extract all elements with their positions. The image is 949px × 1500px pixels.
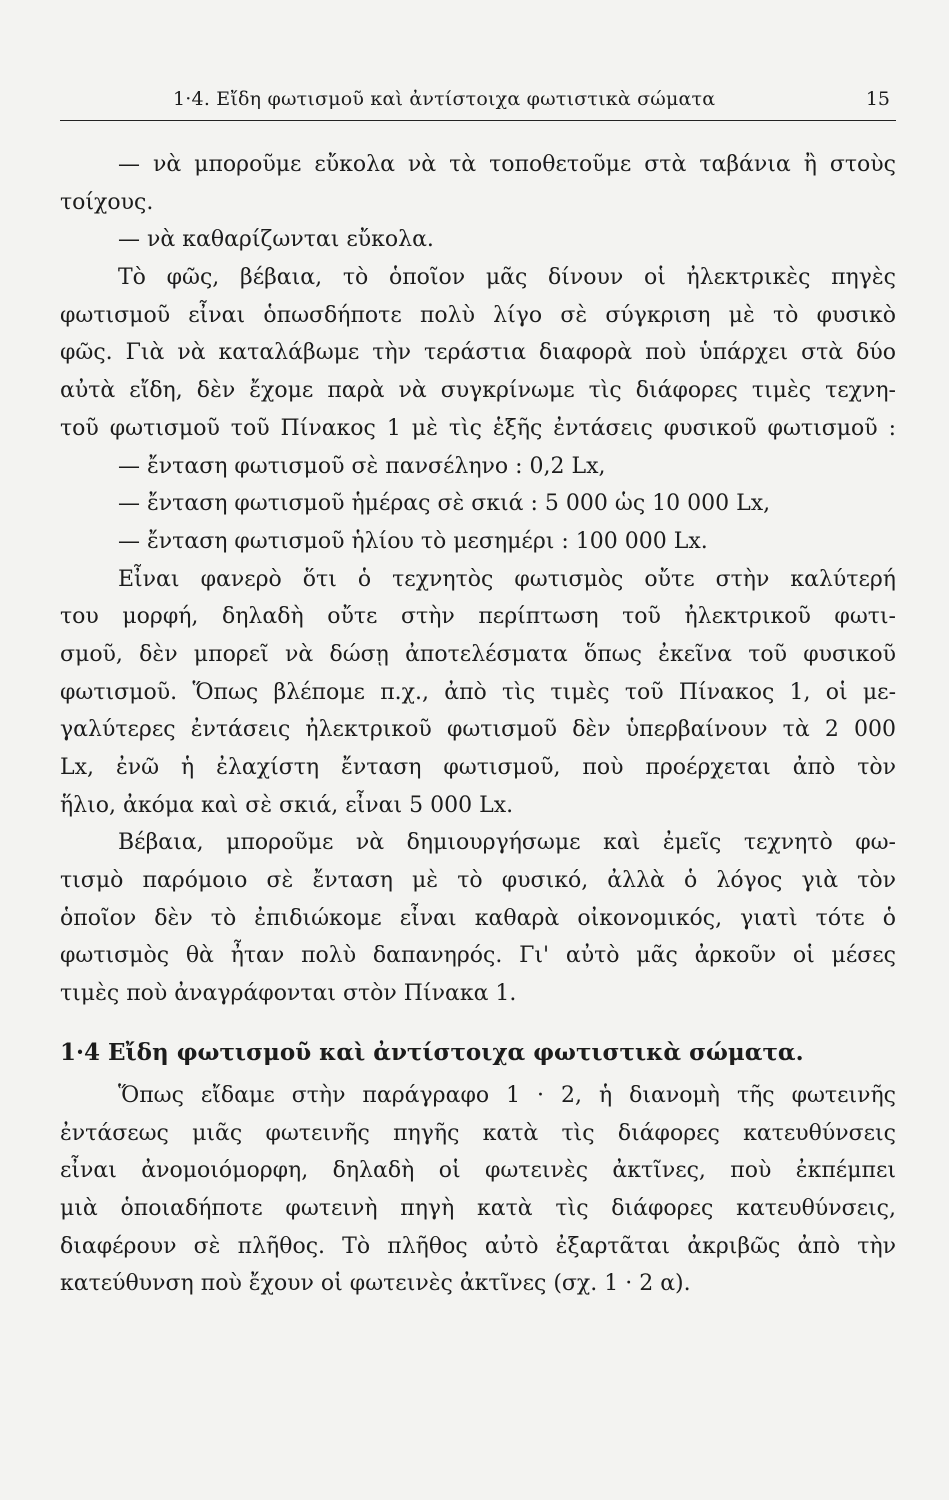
text-line: μιὰ ὁποιαδήποτε φωτεινὴ πηγὴ κατὰ τὶς διάφορες κατευθύνσεις, <box>60 1195 896 1221</box>
paragraph <box>60 1077 896 1303</box>
text-line: κατεύθυνση ποὺ ἔχουν οἱ φωτεινὲς ἀκτῖνες (σχ. 1 · 2 α). <box>60 1271 691 1297</box>
paragraph <box>60 221 896 259</box>
text-line: Εἶναι φανερὸ ὅτι ὁ τεχνητὸς φωτισμὸς οὔτε στὴν καλύτερή <box>118 566 896 592</box>
text-line: αὐτὰ εἴδη, δὲν ἔχομε παρὰ νὰ συγκρίνωμε τὶς διάφορες τιμὲς τεχνη- <box>60 378 896 404</box>
intensity-list <box>60 448 896 561</box>
text-line: τοῦ φωτισμοῦ τοῦ Πίνακος 1 μὲ τὶς ἑξῆς ἐντάσεις φυσικοῦ φωτισμοῦ : <box>60 415 896 441</box>
text-line: ἥλιο, ἀκόμα καὶ σὲ σκιά, εἶναι 5 000 Lx. <box>60 792 514 818</box>
paragraph <box>60 259 896 447</box>
text-line: γαλύτερες ἐντάσεις ἠλεκτρικοῦ φωτισμοῦ δὲν ὑπερβαίνουν τὰ 2 000 <box>60 717 896 743</box>
paragraph <box>60 561 896 825</box>
text-line: — νὰ μποροῦμε εὔκολα νὰ τὰ τοποθετοῦμε στὰ ταβάνια ἢ στοὺς <box>118 152 896 177</box>
running-title: 1·4. Εἴδη φωτισμοῦ καὶ ἀντίστοιχα φωτιστικὰ σώματα <box>173 88 716 110</box>
text-line: σμοῦ, δὲν μπορεῖ νὰ δώσῃ ἀποτελέσματα ὅπως ἐκεῖνα τοῦ φυσικοῦ <box>60 641 896 667</box>
list-item: — ἔνταση φωτισμοῦ ἡλίου τὸ μεσημέρι : 100 000 Lx. <box>118 528 708 554</box>
text-line: Ὅπως εἴδαμε στὴν παράγραφο 1 · 2, ἡ διανομὴ τῆς φωτεινῆς <box>118 1082 896 1108</box>
list-item: — ἔνταση φωτισμοῦ ἡμέρας σὲ σκιά : 5 000 ὡς 10 000 Lx, <box>118 491 771 517</box>
body-text <box>60 146 896 1303</box>
text-line: ἐντάσεως μιᾶς φωτεινῆς πηγῆς κατὰ τὶς διάφορες κατευθύνσεις <box>60 1120 896 1146</box>
text-line: τιμὲς ποὺ ἀναγράφονται στὸν Πίνακα 1. <box>60 981 517 1007</box>
section-gap <box>60 1013 896 1033</box>
paragraph <box>60 146 896 221</box>
text-line: φῶς. Γιὰ νὰ καταλάβωμε τὴν τεράστια διαφορὰ ποὺ ὑπάρχει στὰ δύο <box>60 340 896 366</box>
text-line: φωτισμὸς θὰ ἦταν πολὺ δαπανηρός. Γι' αὐτὸ μᾶς ἀρκοῦν οἱ μέσες <box>60 943 896 969</box>
text-line: Lx, ἐνῶ ἡ ἐλαχίστη ἔνταση φωτισμοῦ, ποὺ προέρχεται ἀπὸ τὸν <box>60 755 896 780</box>
text-line: φωτισμοῦ εἶναι ὁπωσδήποτε πολὺ λίγο σὲ σύγκριση μὲ τὸ φυσικὸ <box>60 302 896 328</box>
page-number: 15 <box>865 88 890 110</box>
text-line: διαφέρουν σὲ πλῆθος. Τὸ πλῆθος αὐτὸ ἐξαρτᾶται ἀκριβῶς ἀπὸ τὴν <box>60 1233 896 1259</box>
text-line: ὁποῖον δὲν τὸ ἐπιδιώκομε εἶναι καθαρὰ οἰκονομικός, γιατὶ τότε ὁ <box>60 905 896 931</box>
text-line: Βέβαια, μποροῦμε νὰ δημιουργήσωμε καὶ ἐμεῖς τεχνητὸ φω- <box>118 830 896 856</box>
text-line: τισμὸ παρόμοιο σὲ ἔνταση μὲ τὸ φυσικό, ἀλλὰ ὁ λόγος γιὰ τὸν <box>60 868 896 894</box>
list-item: — ἔνταση φωτισμοῦ σὲ πανσέληνο : 0,2 Lx, <box>118 453 606 479</box>
paragraph <box>60 824 896 1012</box>
text-line: τοίχους. <box>60 189 154 215</box>
text-line: — νὰ καθαρίζωνται εὔκολα. <box>118 227 434 253</box>
text-line: φωτισμοῦ. Ὅπως βλέπομε π.χ., ἀπὸ τὶς τιμὲς τοῦ Πίνακος 1, οἱ με- <box>60 679 896 705</box>
text-line: εἶναι ἀνομοιόμορφη, δηλαδὴ οἱ φωτεινὲς ἀκτῖνες, ποὺ ἐκπέμπει <box>60 1158 896 1184</box>
section-heading: 1·4 Εἴδη φωτισμοῦ καὶ ἀντίστοιχα φωτιστικὰ σώματα. <box>60 1038 804 1066</box>
text-line: Τὸ φῶς, βέβαια, τὸ ὁποῖον μᾶς δίνουν οἱ ἠλεκτρικὲς πηγὲς <box>118 265 896 291</box>
text-line: του μορφή, δηλαδὴ οὔτε στὴν περίπτωση τοῦ ἠλεκτρικοῦ φωτι- <box>60 604 896 630</box>
running-header <box>60 80 896 121</box>
